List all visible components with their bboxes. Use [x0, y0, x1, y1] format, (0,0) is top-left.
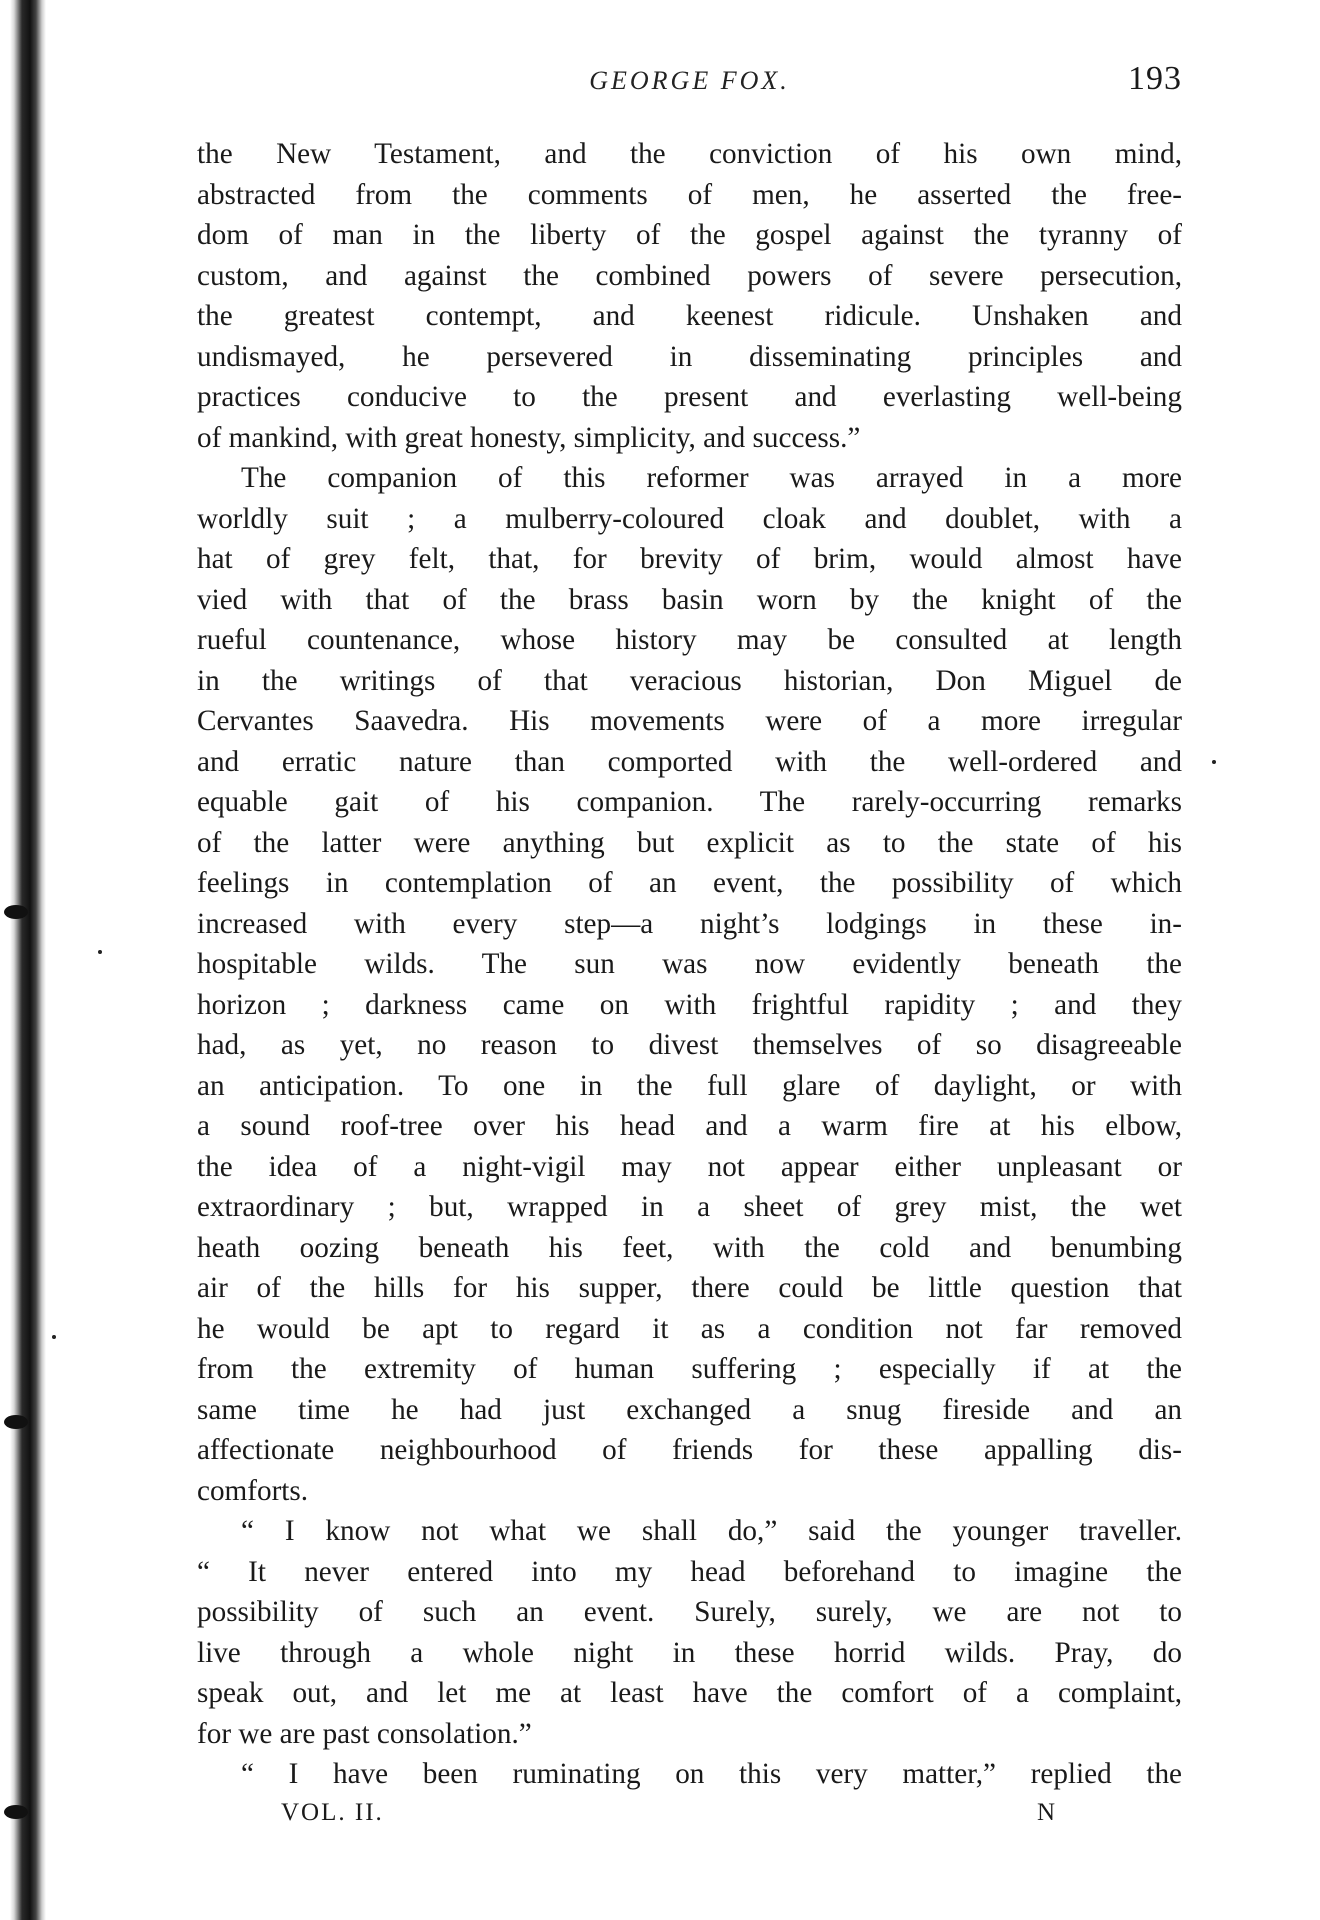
- text-line: increased with every step—a night’s lodgings in these in-: [197, 907, 1182, 940]
- text-line: worldly suit ; a mulberry-coloured cloak and doublet, with a: [197, 502, 1182, 535]
- text-line: “ I have been ruminating on this very matter,” replied the: [241, 1758, 1182, 1790]
- print-speck: [52, 1335, 56, 1339]
- body-text: [197, 134, 1182, 1795]
- print-speck: [98, 950, 102, 954]
- text-line: of mankind, with great honesty, simplicity, and success.”: [197, 421, 861, 454]
- text-line: heath oozing beneath his feet, with the cold and benumbing: [197, 1231, 1182, 1264]
- text-line: practices conducive to the present and everlasting well-being: [197, 381, 1182, 413]
- text-line: the New Testament, and the conviction of his own mind,: [197, 138, 1182, 170]
- volume-label: VOL. II.: [281, 1798, 384, 1826]
- book-page: [197, 60, 1182, 1835]
- text-line: an anticipation. To one in the full glare of daylight, or with: [197, 1069, 1182, 1102]
- text-line: the greatest contempt, and keenest ridicule. Unshaken and: [197, 300, 1182, 332]
- binding-mark: [4, 905, 28, 919]
- text-line: the idea of a night-vigil may not appear either unpleasant or: [197, 1150, 1182, 1183]
- text-line: affectionate neighbourhood of friends for these appalling dis-: [197, 1434, 1182, 1466]
- text-line: air of the hills for his supper, there could be little question that: [197, 1272, 1182, 1304]
- text-line: The companion of this reformer was arrayed in a more: [241, 462, 1182, 494]
- text-line: undismayed, he persevered in disseminating principles and: [197, 340, 1182, 373]
- text-line: extraordinary ; but, wrapped in a sheet of grey mist, the wet: [197, 1191, 1182, 1223]
- text-line: of the latter were anything but explicit as to the state of his: [197, 826, 1182, 859]
- text-line: a sound roof-tree over his head and a warm fire at his elbow,: [197, 1110, 1182, 1142]
- text-line: hat of grey felt, that, for brevity of brim, would almost have: [197, 543, 1182, 575]
- text-line: dom of man in the liberty of the gospel against the tyranny of: [197, 219, 1182, 251]
- signature-mark: N: [1037, 1798, 1056, 1826]
- text-line: custom, and against the combined powers of severe persecution,: [197, 259, 1182, 292]
- print-speck: [1212, 760, 1216, 764]
- running-head: [197, 60, 1182, 110]
- text-line: possibility of such an event. Surely, surely, we are not to: [197, 1596, 1182, 1628]
- text-line: rueful countenance, whose history may be consulted at length: [197, 624, 1182, 656]
- text-line: live through a whole night in these horrid wilds. Pray, do: [197, 1636, 1182, 1669]
- binding-mark: [4, 1415, 28, 1429]
- page-footer: [197, 1795, 1182, 1835]
- running-title: GEORGE FOX.: [589, 66, 790, 95]
- text-line: equable gait of his companion. The rarely-occurring remarks: [197, 786, 1182, 818]
- text-line: had, as yet, no reason to divest themselves of so disagreeable: [197, 1029, 1182, 1061]
- text-line: abstracted from the comments of men, he asserted the free-: [197, 178, 1182, 211]
- text-line: speak out, and let me at least have the comfort of a complaint,: [197, 1677, 1182, 1709]
- text-line: horizon ; darkness came on with frightful rapidity ; and they: [197, 988, 1182, 1021]
- text-line: comforts.: [197, 1474, 309, 1507]
- text-line: feelings in contemplation of an event, the possibility of which: [197, 867, 1182, 899]
- book-binding-edge: [0, 0, 46, 1920]
- page-number: 193: [1128, 60, 1182, 97]
- text-line: same time he had just exchanged a snug fireside and an: [197, 1393, 1182, 1426]
- text-line: Cervantes Saavedra. His movements were of a more irregular: [197, 705, 1182, 737]
- text-line: “ It never entered into my head beforehand to imagine the: [197, 1555, 1182, 1588]
- text-line: “ I know not what we shall do,” said the younger traveller.: [241, 1515, 1182, 1547]
- text-line: for we are past consolation.”: [197, 1717, 532, 1750]
- text-line: from the extremity of human suffering ; especially if at the: [197, 1353, 1182, 1385]
- text-line: vied with that of the brass basin worn by the knight of the: [197, 583, 1182, 616]
- text-line: in the writings of that veracious historian, Don Miguel de: [197, 664, 1182, 697]
- binding-mark: [4, 1805, 28, 1819]
- text-line: and erratic nature than comported with the well-ordered and: [197, 745, 1182, 778]
- text-line: he would be apt to regard it as a condition not far removed: [197, 1312, 1182, 1345]
- text-line: hospitable wilds. The sun was now evidently beneath the: [197, 948, 1182, 980]
